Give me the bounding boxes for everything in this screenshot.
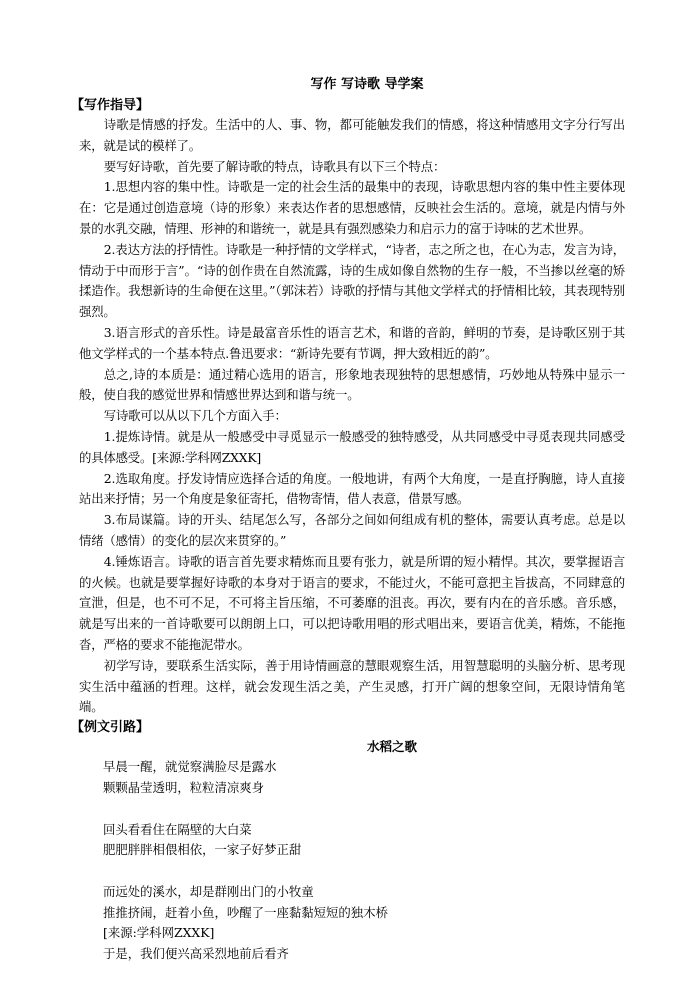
poem-stanza — [79, 820, 625, 862]
document-title: 写作 写诗歌 导学案 — [310, 77, 424, 92]
poem-line: 早晨一醒，就觉察满脸尽是露水 — [103, 759, 277, 775]
poem-line: 而远处的溪水，却是群刚出门的小牧童 — [103, 883, 314, 899]
section-heading-example: 【例文引路】 — [71, 720, 150, 736]
paragraph: 诗歌是情感的抒发。生活中的人、事、物，都可能触发我们的情感，将这种情感用文字分行写出来，就是试的模样了。 — [79, 117, 625, 153]
poem-line: 回头看看住在隔壁的大白菜 — [103, 821, 252, 837]
stanza-gap — [79, 799, 625, 820]
paragraph: 1.提炼诗情。就是从一般感受中寻觅显示一般感受的独特感受，从共同感受中寻觅表现共同感受的具体感受。[来源:学科网ZXXK] — [79, 428, 625, 465]
paragraph: 写诗歌可以从以下几个方面入手： — [103, 408, 287, 424]
poem-title: 水稻之歌 — [366, 739, 417, 755]
paragraph: 2.表达方法的抒情性。诗歌是一种抒情的文学样式，“诗者，志之所之也，在心为志，发言为诗，情动于中而形于言”。“诗的创作贵在自然流露，诗的生成如像自然物的生存一般，不当掺以丝毫的矫揉造作。我想新诗的生命便在这里。”（郭沫若）诗歌的抒情与其他文学样式的抒情相比较，其表现特别强烈。 — [79, 241, 625, 320]
poem-stanza — [79, 757, 625, 799]
poem-line: 颗颗晶莹透明，粒粒清凉爽身 — [103, 779, 265, 795]
paragraph: 初学写诗，要联系生活实际，善于用诗情画意的慧眼观察生活，用智慧聪明的头脑分析、思考现实生活中蕴涵的哲理。这样，就会发现生活之美，产生灵感，打开广阔的想象空间，无限诗情角笔端。 — [79, 657, 625, 715]
section-heading-guide: 【写作指导】 — [71, 98, 150, 113]
poem-line: 推推挤闹，赶着小鱼，吵醒了一座黏黏短短的独木桥 — [103, 904, 388, 920]
poem-line: 肥肥胖胖相偎相依，一家子好梦正甜 — [103, 842, 302, 858]
paragraph: 1.思想内容的集中性。诗歌是一定的社会生活的最集中的表现，诗歌思想内容的集中性主要体现在：它是通过创造意境（诗的形象）来表达作者的思想感情，反映社会生活的。意境，就是内情与外景的水乳交融，情理、形神的和谐统一，就是具有强烈感染力和启示力的富于诗味的艺术世界。 — [79, 179, 625, 236]
paragraph: 总之,诗的本质是：通过精心选用的语言，形象地表现独特的思想感情，巧妙地从特殊中显示一般，使自我的感觉世界和情感世界达到和谐与统一。 — [79, 366, 625, 403]
paragraph: 要写好诗歌，首先要了解诗歌的特点，诗歌具有以下三个特点： — [103, 158, 446, 174]
paragraph: 3.语言形式的音乐性。诗是最富音乐性的语言艺术，和谐的音韵，鲜明的节奏，是诗歌区别于其他文学样式的一个基本特点.鲁迅要求：“新诗先要有节调，押大致相近的韵”。 — [79, 324, 625, 361]
poem-line: [来源:学科网ZXXK] — [103, 925, 215, 941]
stanza-gap — [79, 861, 625, 882]
paragraph: 4.锤炼语言。诗歌的语言首先要求精炼而且要有张力，就是所谓的短小精悍。其次，要掌握语言的火候。也就是要掌握好诗歌的本身对于语言的要求，不能过火，不能可意把主旨拔高，不同肆意的宣泄，但是，也不可不足，不可将主旨压缩，不可萎靡的沮丧。再次，要有内在的音乐感。音乐感，就是写出来的一首诗歌要可以朗朗上口，可以把诗歌用唱的形式唱出来，要语言优美，精炼，不能拖沓，严格的要求不能拖泥带水。 — [79, 553, 625, 652]
paragraph: 2.选取角度。抒发诗情应选择合适的角度。一般地讲，有两个大角度，一是直抒胸臆，诗人直接站出来抒情；另一个角度是象征寄托，借物寄情，借人表意，借景写感。 — [79, 470, 625, 507]
document-page — [71, 76, 625, 965]
poem-line: 于是，我们便兴高采烈地前后看齐 — [103, 946, 289, 962]
paragraph: 3.布局谋篇。诗的开头、结尾怎么写，各部分之间如何组成有机的整体，需要认真考虑。总是以情绪（感情）的变化的层次来贯穿的。” — [79, 512, 625, 548]
poem-stanza — [79, 882, 625, 965]
